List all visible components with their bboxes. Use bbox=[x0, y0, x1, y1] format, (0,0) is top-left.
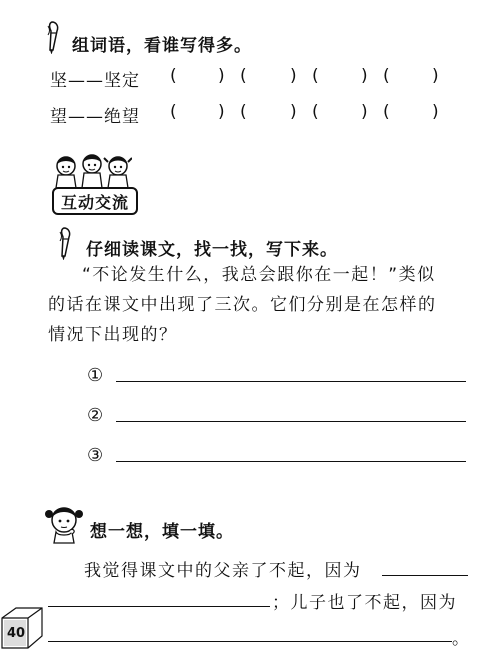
word-pair: 望——绝望 bbox=[50, 107, 140, 127]
kids-illustration bbox=[52, 150, 132, 190]
answer-paren-open[interactable]: ( bbox=[170, 66, 177, 86]
fill-line-2-text: ；儿子也了不起，因为 bbox=[272, 593, 457, 613]
answer-paren-open[interactable]: ( bbox=[312, 102, 319, 122]
answer-line[interactable] bbox=[48, 641, 452, 642]
word-pair: 坚——坚定 bbox=[50, 71, 140, 91]
answer-line[interactable] bbox=[382, 575, 468, 576]
answer-paren-close: ) bbox=[432, 66, 439, 86]
pen-icon bbox=[44, 20, 66, 54]
answer-paren-open[interactable]: ( bbox=[383, 102, 390, 122]
answer-paren-close: ) bbox=[218, 66, 225, 86]
fill-line-1-text: 我觉得课文中的父亲了不起，因为 bbox=[84, 561, 362, 581]
pen-icon bbox=[56, 226, 78, 260]
item-number-1: ① bbox=[87, 365, 104, 386]
thinking-girl-icon bbox=[44, 500, 84, 544]
answer-paren-open[interactable]: ( bbox=[170, 102, 177, 122]
answer-paren-open[interactable]: ( bbox=[240, 66, 247, 86]
section3-title: 想一想，填一填。 bbox=[90, 522, 234, 542]
section2-title: 仔细读课文，找一找，写下来。 bbox=[86, 240, 338, 260]
page-number: 40 bbox=[7, 626, 26, 641]
answer-line[interactable] bbox=[116, 461, 466, 462]
answer-line[interactable] bbox=[116, 381, 466, 382]
word-row-2 bbox=[50, 102, 450, 127]
badge-label: 互动交流 bbox=[60, 192, 129, 212]
section-badge bbox=[52, 187, 138, 215]
word-row-1 bbox=[50, 66, 450, 91]
answer-paren-close: ) bbox=[361, 102, 368, 122]
item-number-3: ③ bbox=[87, 445, 104, 466]
answer-paren-close: ) bbox=[218, 102, 225, 122]
answer-paren-close: ) bbox=[290, 102, 297, 122]
answer-paren-close: ) bbox=[361, 66, 368, 86]
answer-paren-close: ) bbox=[432, 102, 439, 122]
answer-paren-close: ) bbox=[290, 66, 297, 86]
item-number-2: ② bbox=[87, 405, 104, 426]
passage-line: 情况下出现的？ bbox=[48, 325, 178, 345]
section1-title: 组词语，看谁写得多。 bbox=[72, 36, 252, 56]
passage-line: “不论发生什么，我总会跟你在一起！”类似 bbox=[82, 265, 436, 285]
end-period: 。 bbox=[452, 629, 471, 649]
passage-line: 的话在课文中出现了三次。它们分别是在怎样的 bbox=[48, 295, 437, 315]
passage bbox=[48, 260, 468, 350]
answer-paren-open[interactable]: ( bbox=[312, 66, 319, 86]
answer-paren-open[interactable]: ( bbox=[383, 66, 390, 86]
answer-line[interactable] bbox=[116, 421, 466, 422]
answer-paren-open[interactable]: ( bbox=[240, 102, 247, 122]
answer-line[interactable] bbox=[48, 606, 270, 607]
